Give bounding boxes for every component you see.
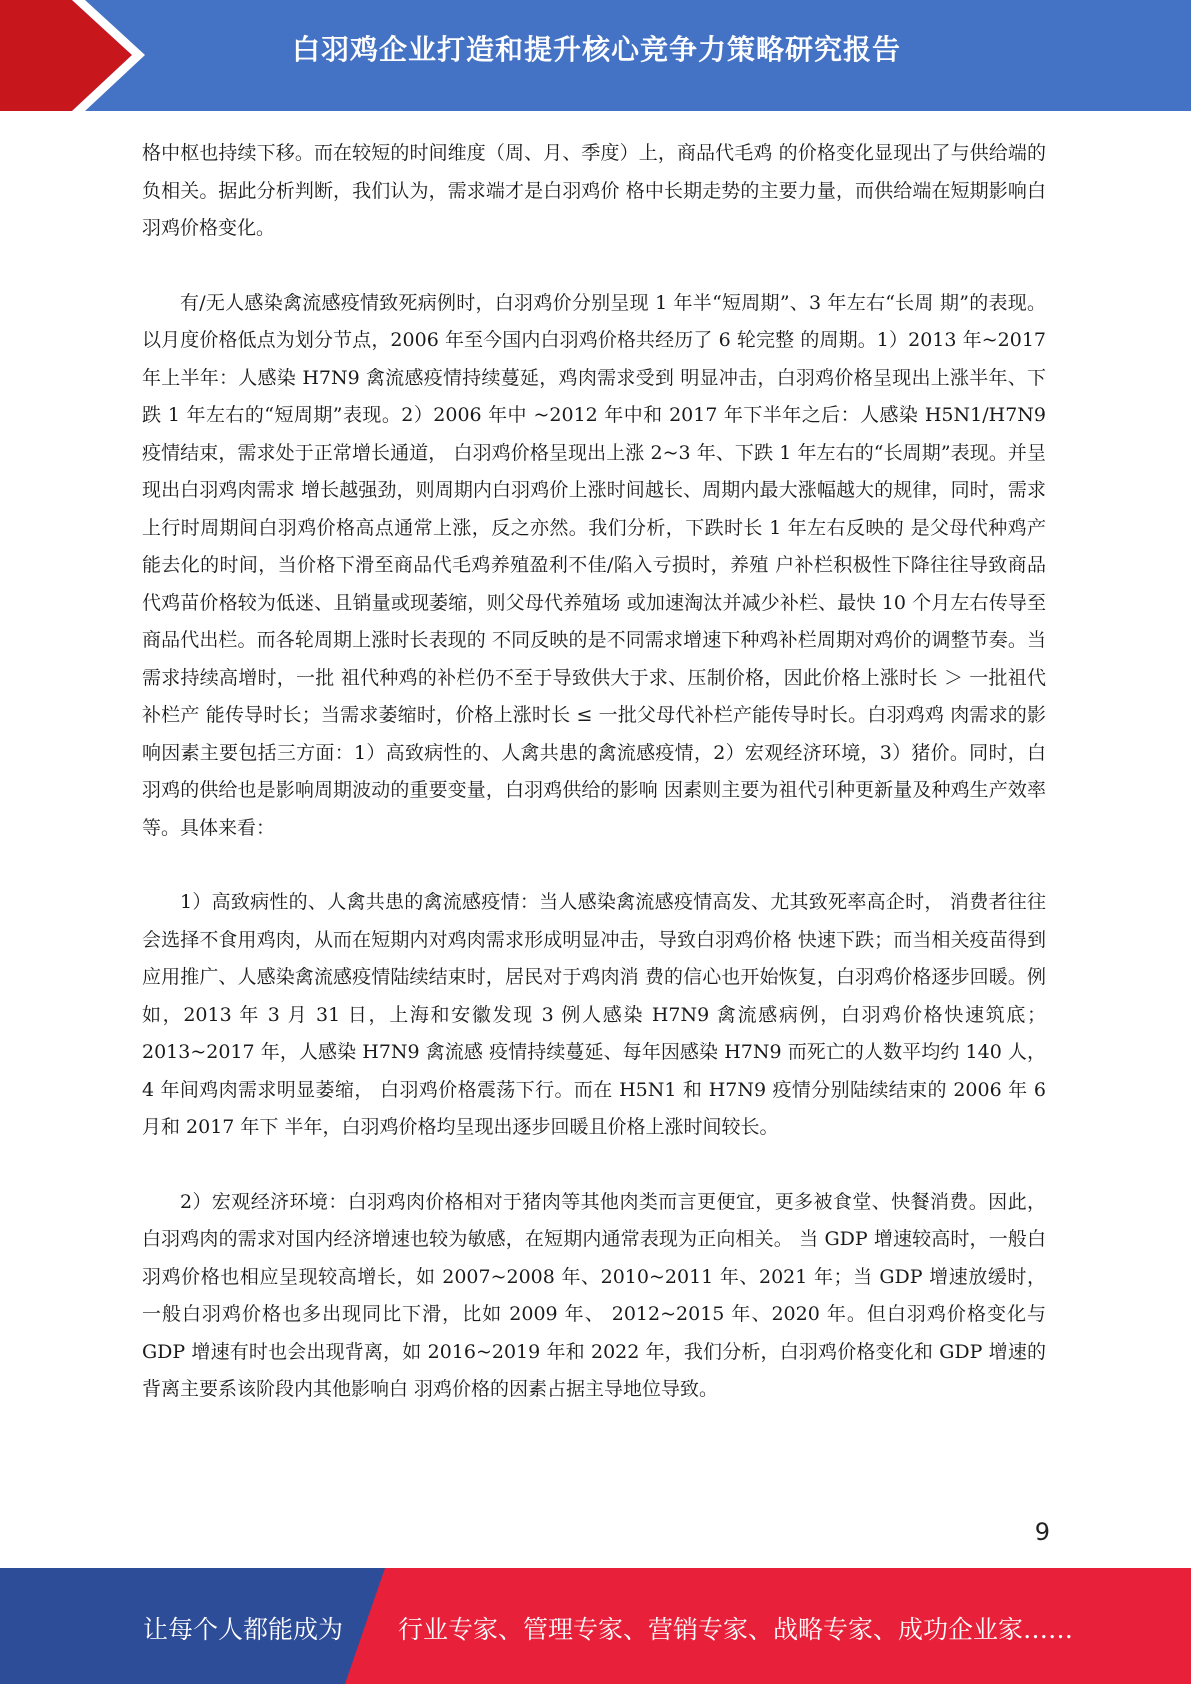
page-footer: [0, 1568, 1191, 1684]
footer-slogan-left: 让每个人都能成为: [143, 1615, 344, 1644]
paragraph-avian-flu: 1）高致病性的、人禽共患的禽流感疫情：当人感染禽流感疫情高发、尤其致死率高企时， 消费者往往会选择不食用鸡肉，从而在短期内对鸡肉需求形成明显冲击，导致白羽鸡价格 快速下跌；而当相关疫苗得到应用推广、人感染禽流感疫情陆续结束时，居民对于鸡肉消 费的信心也开始恢复，白羽鸡价格逐步回暖。例如，2013 年 3 月 31 日，上海和安徽发现 3 例人感染 H7N9 禽流感病例，白羽鸡价格快速筑底；2013~2017 年，人感染 H7N9 禽流感 疫情持续蔓延、每年因感染 H7N9 而死亡的人数平均约 140 人，4 年间鸡肉需求明显萎缩， 白羽鸡价格震荡下行。而在 H5N1 和 H7N9 疫情分别陆续结束的 2006 年 6 月和 2017 年下 半年，白羽鸡价格均呈现出逐步回暖且价格上涨时间较长。: [142, 891, 1046, 1138]
paragraph-cycle-analysis: 有/无人感染禽流感疫情致死病例时，白羽鸡价分别呈现 1 年半“短周期”、3 年左右“长周 期”的表现。以月度价格低点为划分节点，2006 年至今国内白羽鸡价格共经历了 6 轮完整 的周期。1）2013 年~2017 年上半年：人感染 H7N9 禽流感疫情持续蔓延，鸡肉需求受到 明显冲击，白羽鸡价格呈现出上涨半年、下跌 1 年左右的“短周期”表现。2）2006 年中 ~2012 年中和 2017 年下半年之后：人感染 H5N1/H7N9 疫情结束，需求处于正常增长通道， 白羽鸡价格呈现出上涨 2~3 年、下跌 1 年左右的“长周期”表现。并呈现出白羽鸡肉需求 增长越强劲，则周期内白羽鸡价上涨时间越长、周期内最大涨幅越大的规律，同时，需求 上行时周期间白羽鸡价格高点通常上涨，反之亦然。我们分析，下跌时长 1 年左右反映的 是父母代种鸡产能去化的时间，当价格下滑至商品代毛鸡养殖盈利不佳/陷入亏损时，养殖 户补栏积极性下降往往导致商品代鸡苗价格较为低迷、且销量或现萎缩，则父母代养殖场 或加速淘汰并减少补栏、最快 10 个月左右传导至商品代出栏。而各轮周期上涨时长表现的 不同反映的是不同需求增速下种鸡补栏周期对鸡价的调整节奏。当需求持续高增时，一批 祖代种鸡的补栏仍不至于导致供大于求、压制价格，因此价格上涨时长 ＞ 一批祖代补栏产 能传导时长；当需求萎缩时，价格上涨时长 ≤ 一批父母代补栏产能传导时长。白羽鸡鸡 肉需求的影响因素主要包括三方面：1）高致病性的、人禽共患的禽流感疫情，2）宏观经济环境，3）猪价。同时，白羽鸡的供给也是影响周期波动的重要变量，白羽鸡供给的影响 因素则主要为祖代引种更新量及种鸡生产效率等。具体来看：: [142, 291, 1046, 839]
report-title: 白羽鸡企业打造和提升核心竞争力策略研究报告: [292, 33, 902, 66]
paragraph-continued: 格中枢也持续下移。而在较短的时间维度（周、月、季度）上，商品代毛鸡 的价格变化显现出了与供给端的负相关。据此分析判断，我们认为，需求端才是白羽鸡价 格中长期走势的主要力量，而供给端在短期影响白羽鸡价格变化。: [142, 142, 1046, 239]
page-number: 9: [1034, 1518, 1050, 1546]
body-content: [142, 135, 1046, 1446]
paragraph-macro-economy: 2）宏观经济环境：白羽鸡肉价格相对于猪肉等其他肉类而言更便宜，更多被食堂、快餐消费。因此，白羽鸡肉的需求对国内经济增速也较为敏感，在短期内通常表现为正向相关。 当 GDP 增速较高时，一般白羽鸡价格也相应呈现较高增长，如 2007~2008 年、2010~2011 年、2021 年；当 GDP 增速放缓时，一般白羽鸡价格也多出现同比下滑，比如 2009 年、 2012~2015 年、2020 年。但白羽鸡价格变化与 GDP 增速有时也会出现背离，如 2016~2019 年和 2022 年，我们分析，白羽鸡价格变化和 GDP 增速的背离主要系该阶段内其他影响白 羽鸡价格的因素占据主导地位导致。: [142, 1190, 1046, 1400]
page-header: [0, 0, 1191, 111]
footer-slogan-right: 行业专家、管理专家、营销专家、战略专家、成功企业家……: [398, 1615, 1074, 1644]
